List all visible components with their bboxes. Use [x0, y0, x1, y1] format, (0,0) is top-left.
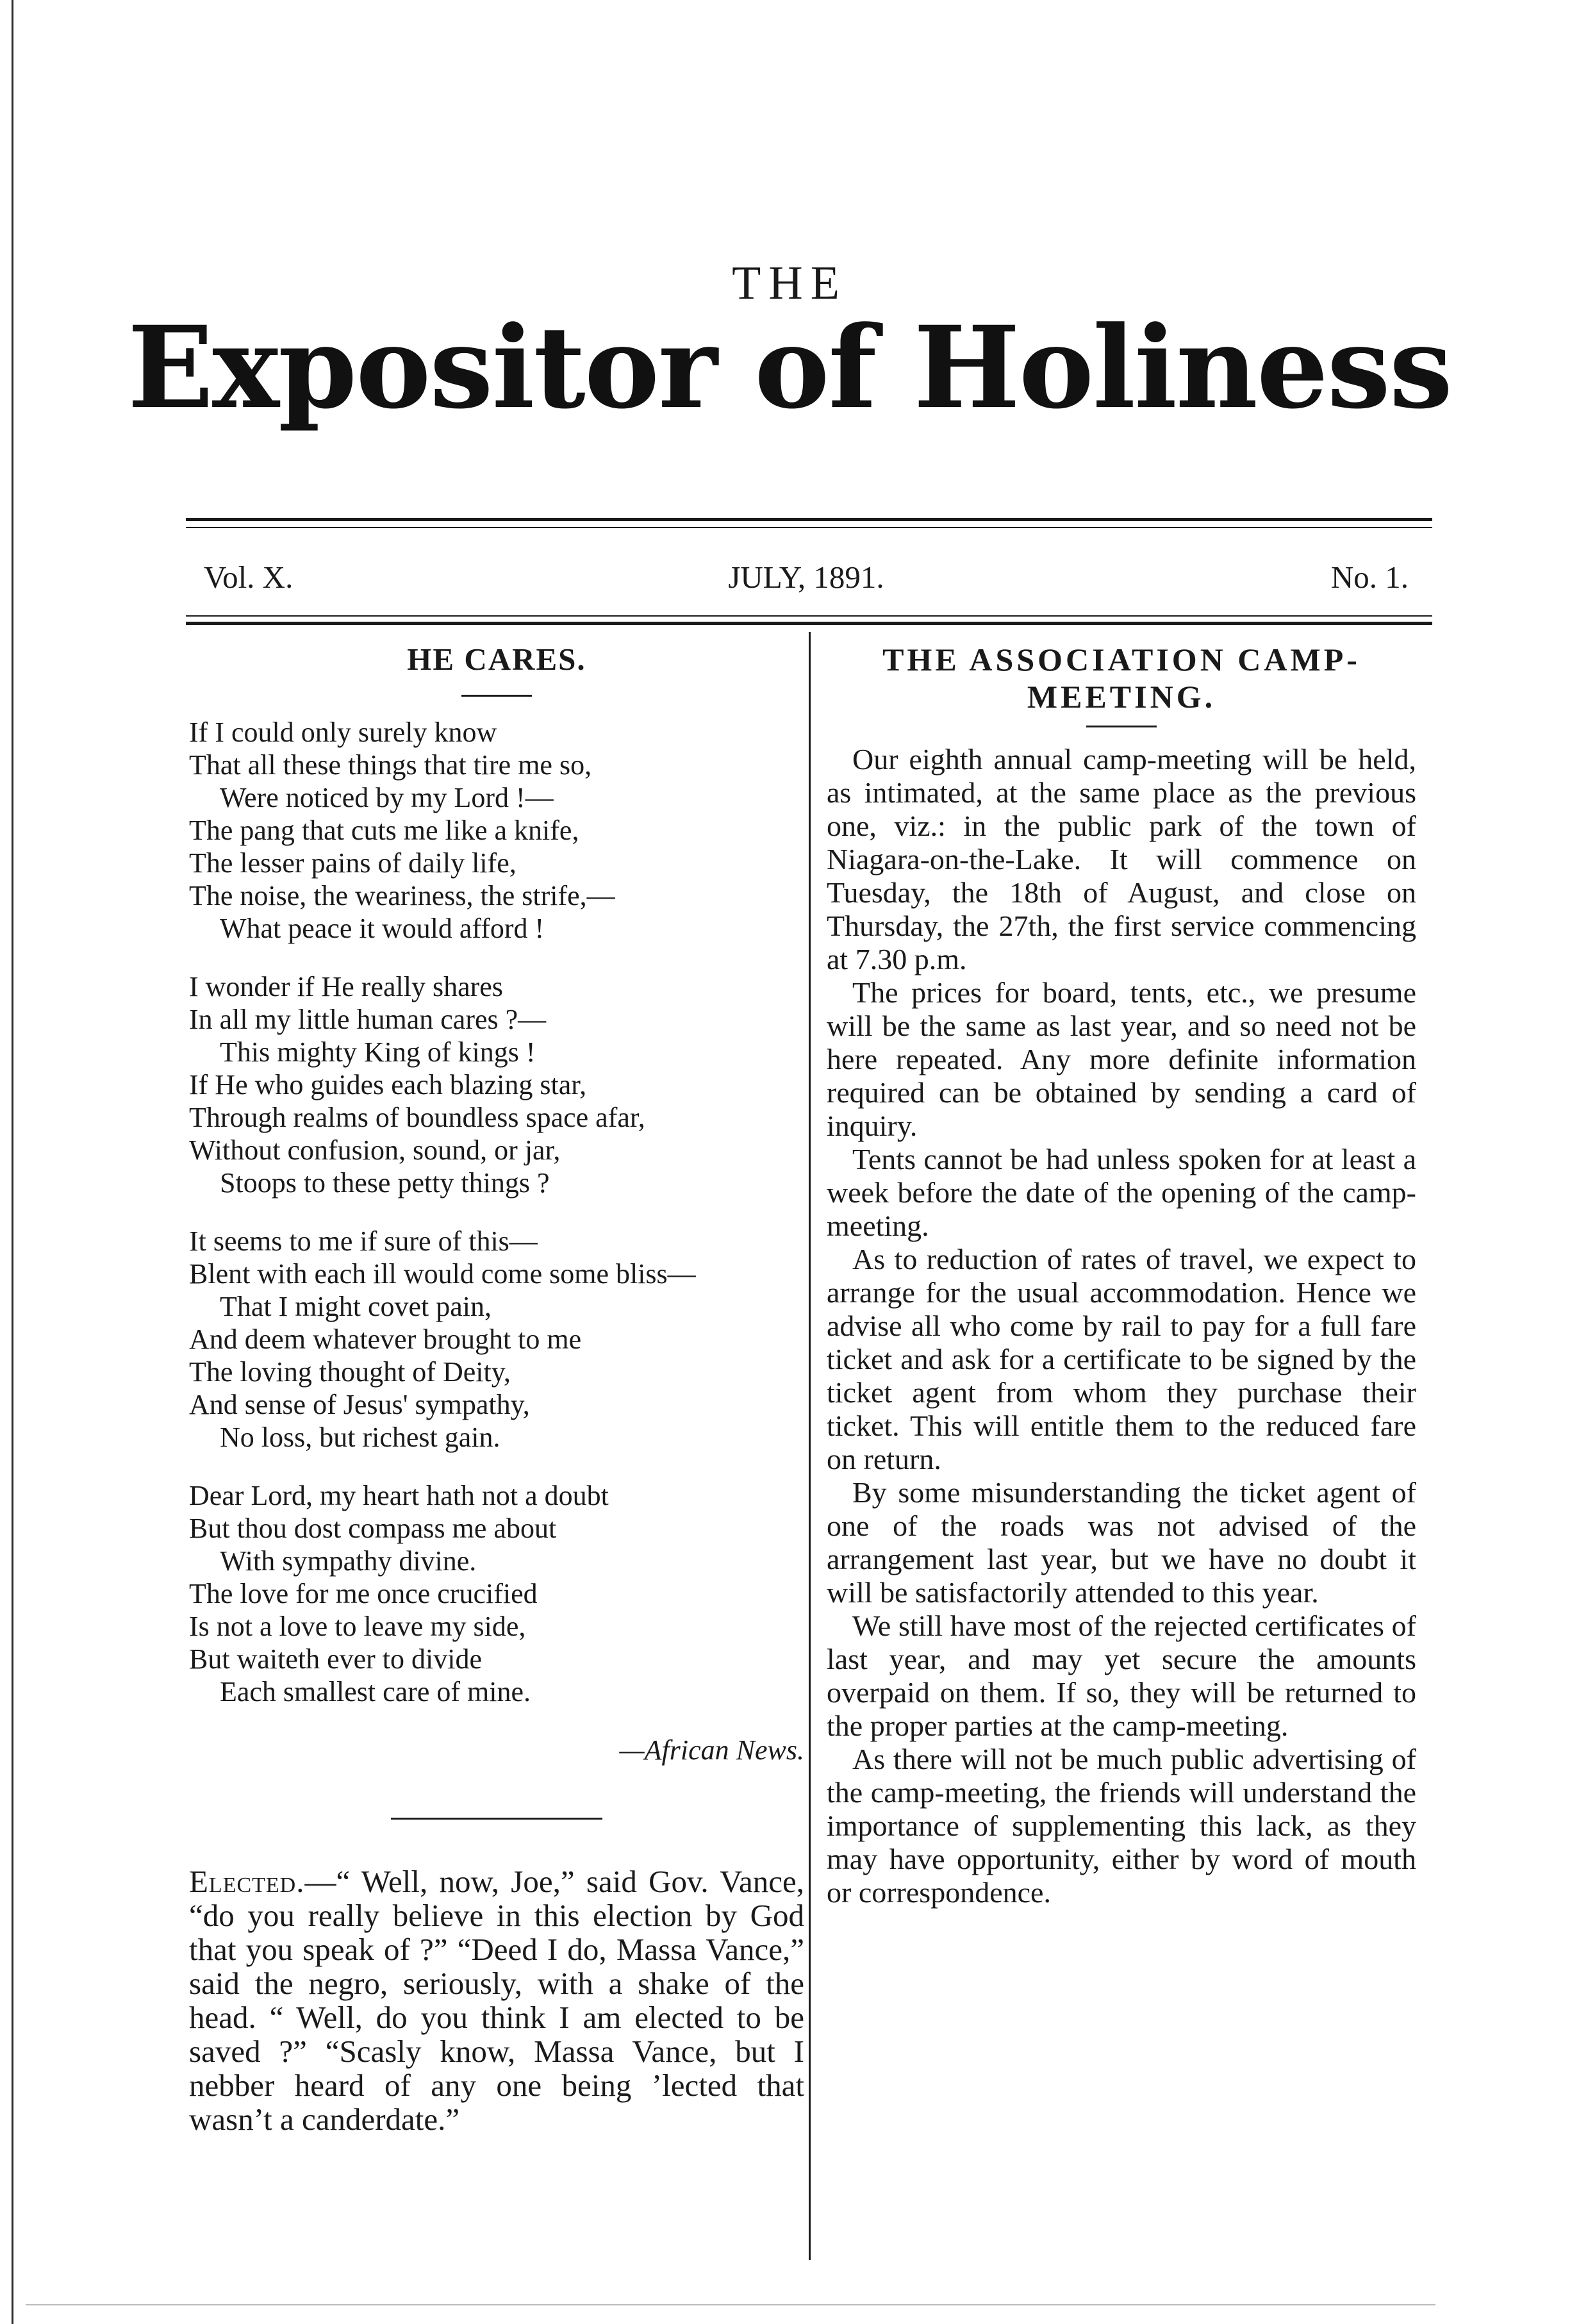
issue-date: JULY, 1891. [728, 560, 884, 595]
poem-line: What peace it would afford ! [220, 913, 545, 944]
poem-line: The noise, the weariness, the strife,— [189, 880, 615, 911]
poem-title-rule [461, 695, 532, 697]
poem-line: I wonder if He really shares [189, 971, 503, 1002]
poem-title: HE CARES. [407, 642, 586, 677]
poem-line: Blent with each ill would come some bliss— [189, 1258, 696, 1290]
article-paragraph: The prices for board, tents, etc., we presume will be the same as last year, and so need not be here repeated. Any more definite information required can be obtained by sending a card of inquiry. [827, 976, 1416, 1142]
section-divider-rule [391, 1818, 602, 1820]
article-paragraph: Our eighth annual camp-meeting will be held, as intimated, at the same place as the previous one, viz.: in the public park of the town of Niagara-on-the-Lake. It will commence on Tuesday, the 18th of August, and close on Thursday, the 27th, the first service commencing at 7.30 p.m. [827, 743, 1416, 975]
poem-line: Were noticed by my Lord !— [220, 782, 554, 813]
poem-stanza [189, 1479, 804, 1708]
header-rule-top-thin [186, 527, 1432, 528]
poem-line: It seems to me if sure of this— [189, 1225, 538, 1257]
issue-number: No. 1. [1330, 560, 1409, 595]
poem-stanza [189, 1225, 804, 1454]
article-paragraph: As there will not be much public advertising of the camp-meeting, the friends will understand the importance of supplementing this lack, as they may have opportunity, either by word of mouth or correspondence. [827, 1743, 1416, 1909]
poem-line: In all my little human cares ?— [189, 1004, 547, 1035]
poem-line: No loss, but richest gain. [220, 1422, 500, 1453]
header-rule-bottom-thin [186, 615, 1432, 617]
poem-line: Dear Lord, my heart hath not a doubt [189, 1480, 609, 1511]
elected-anecdote [189, 1864, 804, 2136]
volume-label: Vol. X. [204, 560, 293, 595]
poem-body [189, 716, 804, 1708]
poem-line: That I might covet pain, [220, 1291, 492, 1322]
header-rule-top [186, 518, 1432, 521]
poem-line: If He who guides each blazing star, [189, 1069, 587, 1100]
poem-line: With sympathy divine. [220, 1545, 477, 1577]
poem-line: But thou dost compass me about [189, 1513, 557, 1544]
poem-line: The love for me once crucified [189, 1578, 538, 1609]
article-title: THE ASSOCIATION CAMP-MEETING. [882, 642, 1360, 715]
header-rule-bottom [186, 622, 1432, 625]
poem-line: Through realms of boundless space afar, [189, 1102, 645, 1133]
elected-lead: Elected. [189, 1864, 305, 1899]
poem-stanza [189, 970, 804, 1199]
poem-line: And sense of Jesus' sympathy, [189, 1389, 530, 1420]
issue-info-row [204, 559, 1409, 604]
poem-line: The lesser pains of daily life, [189, 847, 517, 879]
poem-line: Is not a love to leave my side, [189, 1611, 526, 1642]
poem-stanza [189, 716, 804, 945]
article-paragraph: We still have most of the rejected certificates of last year, and may yet secure the amounts overpaid on them. If so, they will be returned to the proper parties at the camp-meeting. [827, 1609, 1416, 1742]
poem-line: The pang that cuts me like a knife, [189, 815, 579, 846]
poem-line: But waiteth ever to divide [189, 1643, 482, 1675]
poem-line: That all these things that tire me so, [189, 749, 592, 781]
poem-line: Stoops to these petty things ? [220, 1167, 550, 1199]
left-column [189, 641, 804, 2136]
elected-text: —“ Well, now, Joe,” said Gov. Vance, “do you really believe in this election by God that you speak of ?” “Deed I do, Massa Vance,” said the negro, seriously, with a shake of the head. “ Well, do you think I am elected to be saved ?” “Scasly know, Massa Vance, but I nebber heard of any one being ’lected that wasn’t a canderdate.” [189, 1864, 804, 2137]
column-divider [809, 632, 811, 2260]
article-paragraph: By some misunderstanding the ticket agent of one of the roads was not advised of the arrangement last year, but we have no doubt it will be satisfactorily attended to this year. [827, 1476, 1416, 1609]
article-body [827, 743, 1416, 1909]
masthead-article: THE [732, 257, 847, 310]
right-column [827, 641, 1416, 1909]
poem-line: Each smallest care of mine. [220, 1676, 531, 1707]
poem-line: Without confusion, sound, or jar, [189, 1134, 561, 1166]
poem-line: The loving thought of Deity, [189, 1356, 511, 1388]
article-paragraph: As to reduction of rates of travel, we expect to arrange for the usual accommodation. Hence we advise all who come by rail to pay for a full fare ticket and ask for a certificate to be signed by the ticket agent from whom they purchase their ticket. This will entitle them to the reduced fare on return. [827, 1243, 1416, 1475]
masthead-title: Expositor of Holiness [127, 301, 1452, 434]
footer-rule [26, 2304, 1435, 2305]
poem-line: If I could only surely know [189, 717, 497, 748]
poem-line: This mighty King of kings ! [220, 1036, 536, 1068]
article-paragraph: Tents cannot be had unless spoken for at least a week before the date of the opening of the camp-meeting. [827, 1143, 1416, 1242]
poem-line: And deem whatever brought to me [189, 1324, 582, 1355]
poem-attribution: —African News. [619, 1734, 804, 1766]
article-title-rule [1086, 726, 1157, 727]
